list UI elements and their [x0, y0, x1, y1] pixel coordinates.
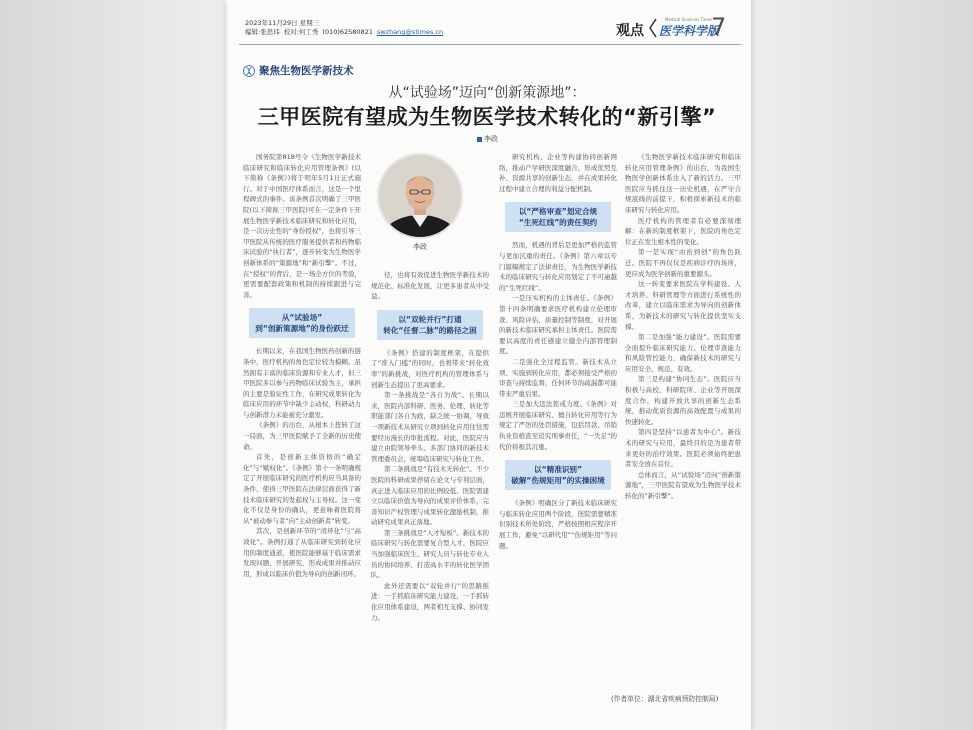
paragraph: 其次，是创新环节的“闭环化”与“高效化”。条例打通了从临床研究到转化应用的制度通道，使医院能够基于临床需求发现问题、开展研究、形成成果并推动应用，形成以临床价值为导向的创新闭环。 — [243, 527, 361, 578]
byline-marker-icon — [477, 137, 482, 142]
column-3 — [499, 152, 617, 551]
paragraph: 首先，是创新主体资格的“确定化”与“赋权化”。《条例》第十一条明确规定了开展临床研究的医疗机构应当具备的条件，使得三甲医院在法律层面获得了新技术临床研究的发起权与主导权。这一变化不仅是身份的确认，更意味着医院将从“被动参与者”向“主动创新者”转变。 — [243, 453, 361, 525]
page-number: 7 — [711, 13, 727, 41]
editor-label: 编辑:张思玮 — [245, 28, 280, 36]
brand-logo: 医学科学版 — [659, 24, 720, 38]
header-divider — [239, 44, 741, 45]
topic-tag-label: 聚焦生物医学新技术 — [259, 65, 354, 77]
email-link[interactable]: swzhang@stimes.cn — [376, 28, 444, 36]
background-right — [751, 0, 973, 730]
chevron-left-icon — [648, 18, 658, 38]
author-photo — [377, 153, 463, 239]
paragraph: 三是加大违法惩戒力度。《条例》对违规开展临床研究、擅自转化应用等行为规定了严厉的处罚措施，包括罚款、吊销执业资格直至追究刑事责任，“一失足”的代价将极其沉重。 — [499, 400, 617, 451]
subheading-1 — [249, 308, 355, 338]
subheading-3-text: 以“严格审查”划定合规 “生死红线”的责任契约 — [518, 207, 598, 228]
paragraph: 然而，机遇的背后是更加严格的监管与更加沉重的责任。《条例》第六章以专门篇幅规定了法律责任，为生物医学新技术的临床研究与转化应用划定了不可逾越的“生死红线”。 — [499, 241, 617, 292]
paragraph: 第四是坚持“以患者为中心”。新技术的研究与应用，最终目的是为患者带来更好的治疗效果。医院必须始终把患者安全放在首位。 — [625, 428, 741, 469]
paragraph: 第三条挑战是“人才短板”。新技术的临床研究与转化需要复合型人才，医院应当加强临床医生、研究人员与转化专业人员的协同培养，打造高水平的转化医学团队。 — [371, 528, 489, 580]
author-photo-block — [376, 153, 464, 257]
subheading-2-text: 以“双轮并行”打通 转化“任督二脉”的路径之困 — [383, 314, 477, 335]
topic-tag — [243, 63, 354, 78]
designer-label: 校对:何工秀 — [283, 28, 319, 36]
subheading-3 — [505, 202, 611, 232]
subheading-4 — [505, 460, 611, 490]
phone-number: (010)62580821 — [322, 28, 373, 36]
paragraph: 一是压实机构的主体责任。《条例》第十四条明确要求医疗机构建立伦理审查、风险评估、质量控制等制度，对开展的新技术临床研究承担主体责任。医院需要以高度的责任感建立健全内部管理制度。 — [499, 294, 617, 356]
page-header-info — [245, 19, 443, 37]
column-4 — [625, 152, 741, 502]
paragraph: 医疗机构的管理者有必要深刻理解：在新的制度框架下，医院的角色定位正在发生根本性的变化。 — [625, 216, 741, 246]
section-title: 观点 — [616, 23, 644, 39]
subheading-4-text: 以“精准识别” 破解“伤规矩用”的实操困境 — [511, 465, 605, 486]
paragraph: 这一转变要求医院在学科建设、人才培养、科研管理等方面进行系统性的改革，建立以临床需求为导向的创新体系，为新技术的研究与转化提供坚实支撑。 — [625, 280, 741, 331]
newspaper-page — [227, 0, 751, 730]
paragraph: 《生物医学新技术临床研究和临床转化应用管理条例》的出台，为我国生物医学创新体系注入了新的活力。三甲医院应当抓住这一历史机遇，在严守合规底线的前提下，积极探索新技术的临床研究与转化应用。 — [625, 153, 741, 214]
column-2 — [371, 270, 489, 623]
byline — [477, 134, 498, 144]
paragraph: 第一是实现“由治到创”的角色跃迁。医院不再仅仅是疾病诊疗的场所，更应成为医学创新的重要源头。 — [625, 248, 741, 278]
photo-caption: 李政 — [413, 243, 427, 251]
paragraph: 第三是构建“协同生态”。医院应当积极与高校、科研院所、企业等开展深度合作，构建开放共享的创新生态系统，推动优质资源的高效配置与成果的快速转化。 — [625, 375, 741, 426]
paragraph: 第一条挑战是“各自为战”。长期以来，医院内部科研、医务、伦理、转化等职能部门各自为政，缺乏统一协调，导致一项新技术从研究立项到转化应用往往需要经历漫长的审批流程。对此，医院应当建立由院领导牵头、多部门协同的新技术管理委员会，统筹临床研究与转化工作。 — [371, 391, 489, 463]
paragraph: 《条例》明确区分了新技术临床研究与临床转化应用两个阶段，医院需要精准识别技术所处阶段，严格按照相应程序开展工作，避免“以研代用”“伤规矩用”等问题。 — [499, 499, 617, 550]
column-1 — [243, 152, 361, 579]
brand-english: Medical Sciences Times — [665, 17, 713, 22]
article-title: 三甲医院有望成为生物医学技术转化的“新引擎” — [257, 105, 717, 129]
author-name: 李政 — [484, 135, 498, 143]
author-affiliation: (作者单位：湖北省疾病预防控制局) — [611, 695, 719, 703]
dna-icon — [243, 65, 255, 77]
paragraph: 二是强化全过程监管。新技术从立项、实施到转化应用，都必须接受严格的审查与持续监督，任何环节的疏漏都可能带来严重后果。 — [499, 357, 617, 398]
paragraph: 《条例》搭建的制度框架，在提供了“准入门槛”的同时，也将带来“转化效率”的新挑战，对医疗机构的管理体系与创新生态提出了更高要求。 — [371, 348, 489, 389]
portrait-image — [379, 155, 461, 237]
paragraph: 第二条挑战是“有技术无转化”。不少医院的科研成果停留在论文与专利层面，真正进入临床应用的比例较低。医院需建立以临床价值为导向的成果评价体系，完善知识产权管理与成果转化激励机制，推动研究成果真正落地。 — [371, 465, 489, 527]
paragraph: 国务院第818号令《生物医学新技术临床研究和临床转化应用管理条例》(以下简称《条例》)将于明年5月1日正式施行。对于中国医疗体系而言，这是一个里程碑式的事件。该条例首次明确了三甲医院(以下简称三甲医院)可在一定条件下开展生物医学新技术临床研究和转化应用，是一次历史性的“身份授权”，也将引导三甲医院从传统的医疗服务提供者和药物临床试验的“执行者”，逐步转变为生物医学创新体系的“策源地”和“新引擎”。不过，在“授权”的背后，是一场全方位的考验，更需要配套政策和机制的持续跟进与完善。 — [243, 153, 361, 299]
paragraph: 此外还需要以“双轮并行”的思路推进：一手抓临床研究能力建设，一手抓转化应用体系建设，两者相互支撑、协同发力。 — [371, 581, 489, 622]
paragraph: 《条例》的出台，从根本上扭转了这一局面，为三甲医院赋予了全新的历史使命。 — [243, 421, 361, 451]
article-subtitle: 从“试验场”迈向“创新策源地”： — [388, 85, 586, 101]
background-left — [0, 0, 225, 730]
paragraph: 研究机构、企业等构建协同创新网络，推动产学研医深度融合，形成优势互补、资源共享的创新生态，并在成果转化过程中建立合理的利益分配机制。 — [499, 153, 617, 193]
paragraph: 总体而言，从“试验场”迈向“创新策源地”，三甲医院有望成为生物医学技术转化的“新引擎”。 — [625, 470, 741, 500]
paragraph: 长期以来，在我国生物医药创新的链条中，医疗机构的角色定位较为模糊。虽然拥有丰富的临床资源和专业人才，但三甲医院多以参与药物临床试验为主，承担的主要是验证性工作，在研究成果转化为临床应用的环节中缺少主动权，科研动力与创新潜力未能被充分激发。 — [243, 347, 361, 419]
paragraph: 第二是加强“能力建设”。医院需要全面提升临床研究能力、伦理审查能力和风险管控能力，确保新技术的研究与应用安全、规范、有效。 — [625, 333, 741, 373]
subheading-1-text: 从“试验场” 到“创新策源地”的身份跃迁 — [255, 313, 349, 334]
date-line: 2023年11月29日 星期三 — [245, 19, 320, 27]
subheading-2 — [377, 310, 483, 340]
paragraph: 径，也将有效促进生物医学新技术的规范化、标准化发展，让更多患者从中受益。 — [371, 271, 489, 301]
